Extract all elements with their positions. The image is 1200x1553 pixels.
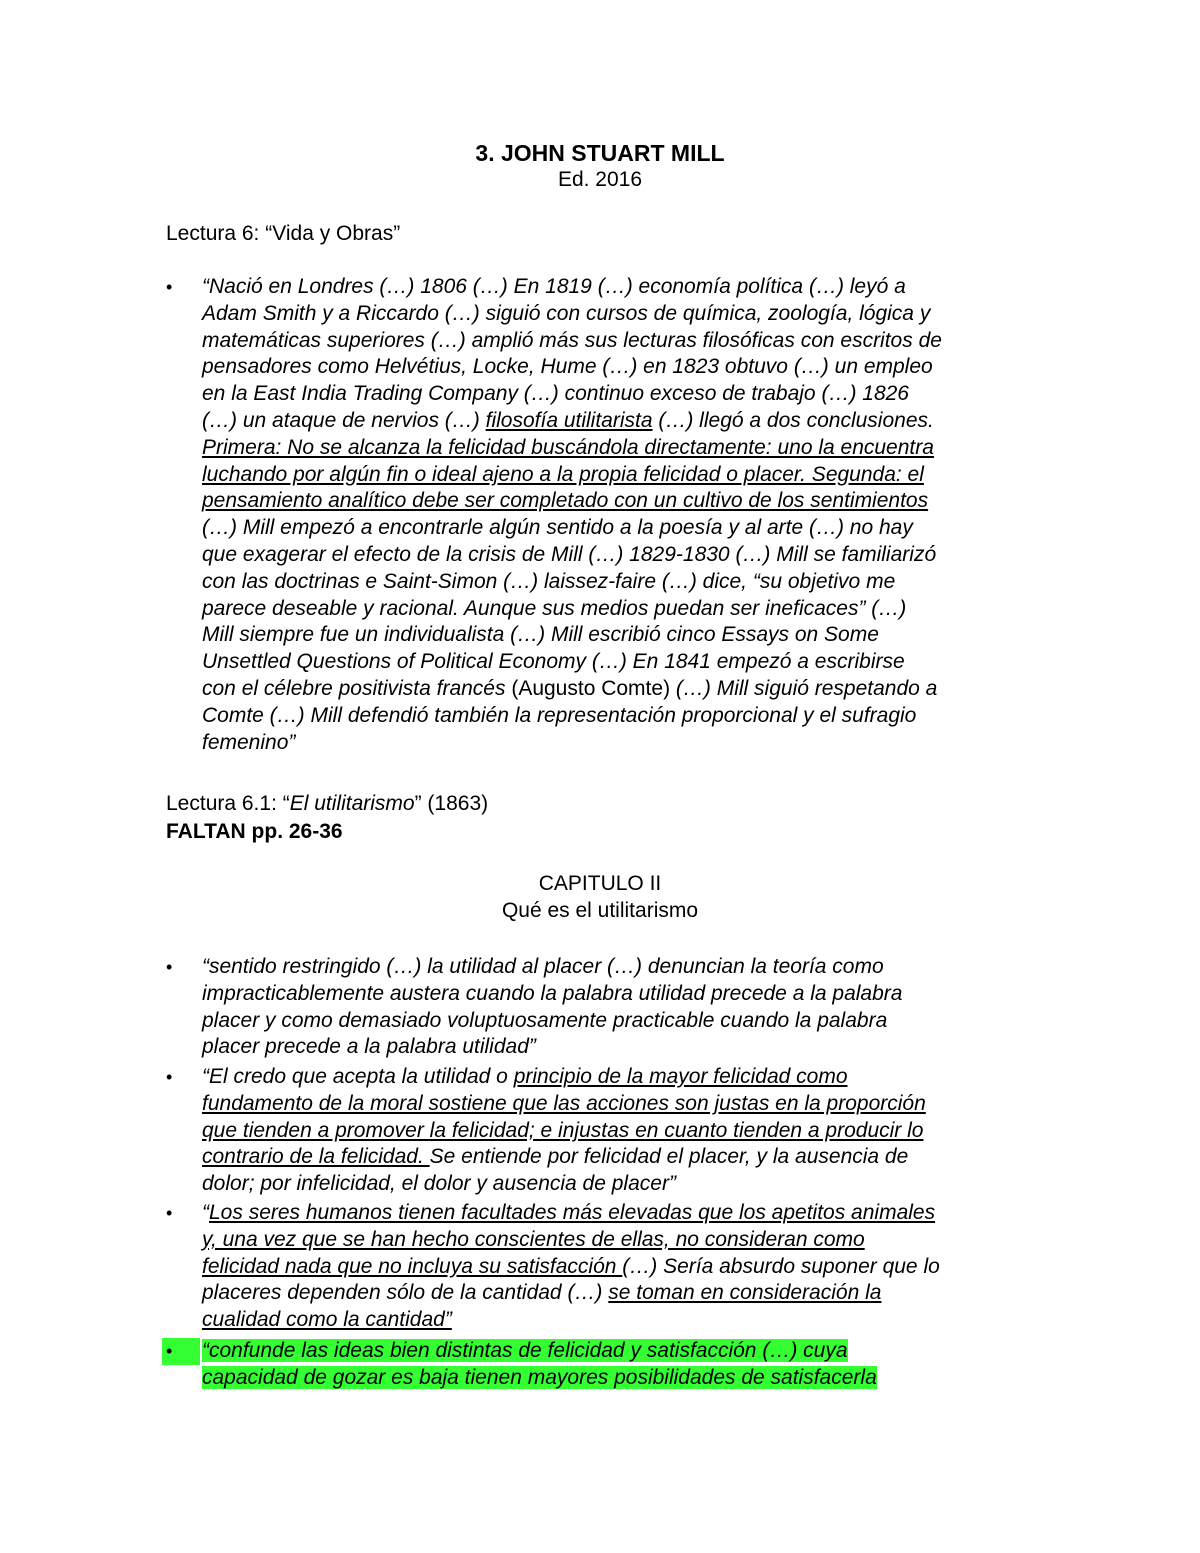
edition-label: Ed. 2016 (557, 168, 643, 191)
chapter-heading: CAPITULO II (538, 872, 662, 895)
text-line: con las doctrinas e Saint-Simon (…) laissez-faire (…) dice, “su objetivo me (202, 569, 896, 593)
text-line: Unsettled Questions of Political Economy (…) En 1841 empezó a escribirse (202, 650, 905, 674)
bullet-text (202, 274, 1036, 756)
underlined-line: fundamento de la moral sostiene que las acciones son justas en la proporción (202, 1091, 926, 1115)
text-line: dolor; por infelicidad, el dolor y ausencia de placer” (202, 1172, 676, 1196)
bullet-text (202, 954, 1036, 1061)
text-line: parece deseable y racional. Aunque sus medios puedan ser ineficaces” (…) (202, 596, 907, 620)
text-segment: (…) Sería absurdo suponer que lo (622, 1254, 940, 1278)
text-segment: (…) un ataque de nervios (…) (202, 408, 486, 432)
bullet-text (202, 1338, 1036, 1392)
bullet-icon: • (166, 957, 173, 977)
text-line: Comte (…) Mill defendió también la representación proporcional y el sufragio (202, 703, 917, 727)
bullet-icon: • (166, 1203, 173, 1223)
text-segment: (Augusto Comte) (511, 676, 671, 700)
underlined-segment: filosofía utilitarista (485, 408, 653, 432)
text-line: impracticablemente austera cuando la palabra utilidad precede a la palabra (202, 981, 903, 1005)
text-segment: (…) llegó a dos conclusiones. (652, 408, 934, 432)
underlined-line: pensamiento analítico debe ser completado con un cultivo de los sentimientos (202, 489, 929, 513)
underlined-segment: felicidad nada que no incluya su satisfacción (202, 1254, 623, 1278)
text-line (202, 1254, 1036, 1281)
underlined-line: y, una vez que se han hecho conscientes de ellas, no consideran como (202, 1227, 865, 1251)
text-segment: (…) Mill siguió respetando a (670, 676, 938, 700)
text-line: en la East India Trading Company (…) continuo exceso de trabajo (…) 1826 (202, 382, 909, 406)
text-line (202, 1365, 1036, 1392)
chapter-subheading: Qué es el utilitarismo (501, 899, 699, 922)
text-line: placer y como demasiado voluptuosamente practicable cuando la palabra (202, 1008, 888, 1032)
book-title: El utilitarismo (289, 792, 415, 815)
text-line (202, 1064, 1036, 1091)
lectura-6-1-heading (166, 792, 488, 816)
bullet-icon: • (166, 277, 173, 297)
text-segment: “El credo que acepta la utilidad o (202, 1065, 514, 1088)
text-line (202, 676, 1036, 703)
underlined-line: luchando por algún fin o ideal ajeno a la propia felicidad o placer. Segunda: el (202, 462, 924, 486)
document-title: 3. JOHN STUART MILL (475, 140, 725, 166)
text-segment: con el célebre positivista francés (202, 676, 512, 700)
text-line: que exagerar el efecto de la crisis de Mill (…) 1829-1830 (…) Mill se familiarizó (202, 542, 937, 566)
text-line: (…) Mill empezó a encontrarle algún sentido a la poesía y al arte (…) no hay (202, 516, 913, 540)
text-line (202, 1280, 1036, 1307)
text-segment: Lectura 6.1: “ (166, 792, 290, 815)
text-segment: placeres dependen sólo de la cantidad (…) (202, 1281, 609, 1305)
bullet-icon: • (166, 1067, 173, 1087)
text-line: “Nació en Londres (…) 1806 (…) En 1819 (…) economía política (…) leyó a (202, 275, 906, 298)
text-line: matemáticas superiores (…) amplió más sus lecturas filosóficas con escritos de (202, 328, 942, 352)
text-line: “sentido restringido (…) la utilidad al placer (…) denuncian la teoría como (202, 955, 884, 978)
highlighted-text: “confunde las ideas bien distintas de felicidad y satisfacción (…) cuya (202, 1339, 848, 1362)
underlined-line: que tienden a promover la felicidad; e injustas en cuanto tienden a producir lo (202, 1118, 924, 1142)
bullet-text (202, 1200, 1036, 1334)
underlined-line: cualidad como la cantidad” (202, 1308, 452, 1332)
text-line: Adam Smith y a Riccardo (…) siguió con cursos de química, zoología, lógica y (202, 301, 931, 325)
bullet-text (202, 1064, 1036, 1198)
underlined-segment: principio de la mayor felicidad como (513, 1065, 848, 1088)
faltan-note: FALTAN pp. 26-36 (166, 820, 343, 843)
text-line (202, 408, 1036, 435)
text-segment: ” (1863) (414, 792, 489, 815)
highlighted-text: capacidad de gozar es baja tienen mayores posibilidades de satisfacerla (202, 1365, 877, 1389)
lectura-6-heading: Lectura 6: “Vida y Obras” (166, 222, 401, 245)
text-line: femenino” (202, 730, 296, 754)
text-line: placer precede a la palabra utilidad” (202, 1035, 536, 1059)
text-line (202, 1200, 1036, 1227)
bullet-icon: • (166, 1341, 173, 1361)
text-line: Mill siempre fue un individualista (…) Mill escribió cinco Essays on Some (202, 623, 879, 647)
text-line (202, 1144, 1036, 1171)
text-line: pensadores como Helvétius, Locke, Hume (…) en 1823 obtuvo (…) un empleo (202, 355, 933, 379)
underlined-segment: se toman en consideración la (608, 1281, 882, 1305)
underlined-segment: Los seres humanos tienen facultades más elevadas que los apetitos animales (209, 1201, 936, 1224)
underlined-line: Primera: No se alcanza la felicidad buscándola directamente: uno la encuentra (202, 435, 934, 459)
text-segment: Se entiende por felicidad el placer, y la ausencia de (429, 1145, 909, 1169)
text-segment: “ (202, 1201, 209, 1224)
underlined-segment: contrario de la felicidad. (202, 1145, 430, 1169)
text-line (202, 1338, 1036, 1365)
